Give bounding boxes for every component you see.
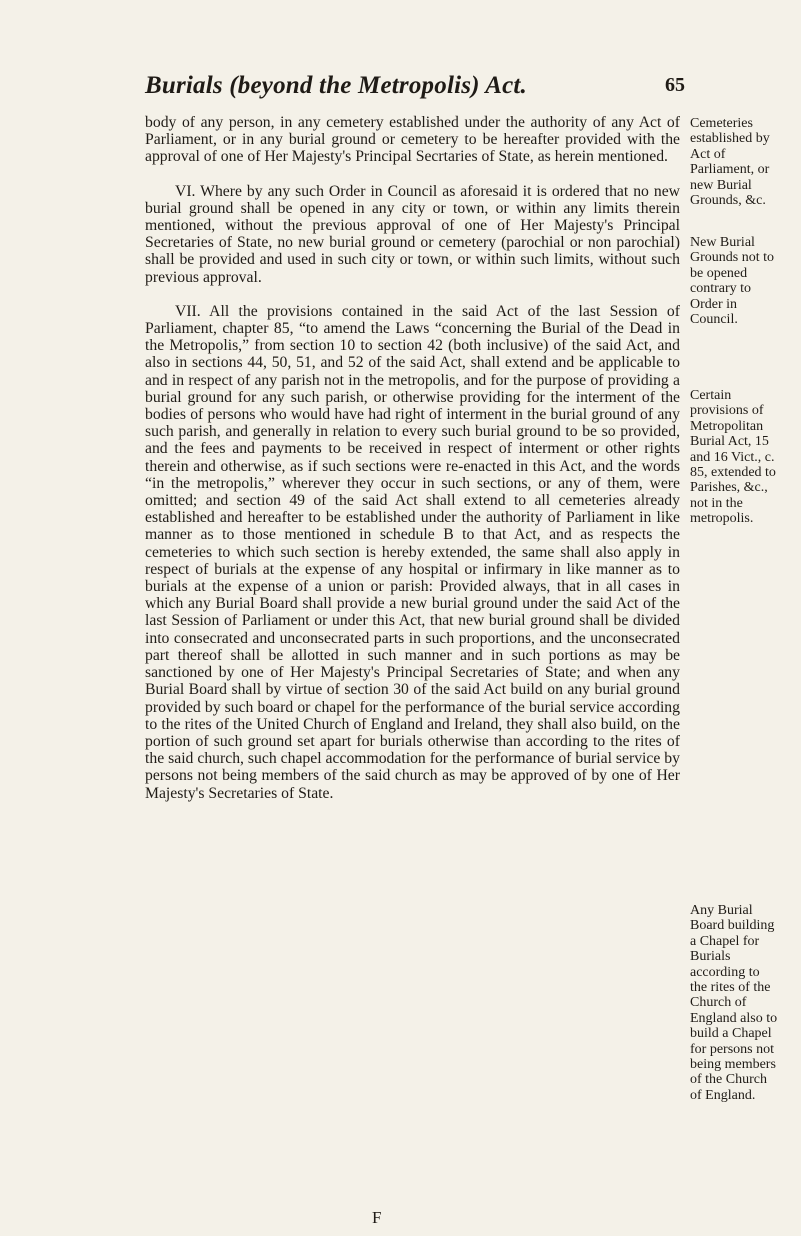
signature-mark: F	[372, 1208, 382, 1227]
margin-note-burial-board-chapel: Any Burial Board building a Chapel for Burials according to the rites of the Church of England also to build a Chapel for persons not being members of the Church of England.	[690, 903, 778, 1103]
margin-note-metropolitan-provisions: Certain provisions of Metropolitan Burial Act, 15 and 16 Vict., c. 85, extended to Parishes, &c., not in the metropolis.	[690, 388, 776, 527]
margin-note-cemeteries: Cemeteries established by Act of Parliament, or new Burial Grounds, &c.	[690, 116, 770, 209]
page-header	[145, 72, 685, 108]
running-title: Burials (beyond the Metropolis) Act.	[145, 72, 527, 99]
paragraph-section-vii: VII. All the provisions contained in the said Act of the last Session of Parliament, chapter 85, “to amend the Laws “concerning the Burial of the Dead in the Metropolis,” from section 10 to section 42 (both inclusive) of the said Act, and also in sections 44, 50, 51, and 52 of the said Act, shall extend and be applicable to and in respect of any parish not in the metropolis, and for the purpose of providing a burial ground for any such parish, or otherwise providing for the interment of the bodies of persons who would have had right of interment in the burial ground of any such parish, and generally in relation to every such burial ground to be so provided, and the fees and payments to be received in respect of interment or other rights therein and otherwise, as if such sections were re-enacted in this Act, and the words “in the metropolis,” wherever they occur in such sections, or any of them, were omitted; and section 49 of the said Act shall extend to all cemeteries already established and hereafter to be established under the authority of Parliament in like manner as to those mentioned in schedule B to that Act, and as respects the cemeteries to which such section is hereby extended, the same shall also apply in respect of burials at the expense of any hospital or infirmary in like manner as to burials at the expense of a union or parish: Provided always, that in all cases in which any Burial Board shall provide a new burial ground under the said Act of the last Session of Parliament or under this Act, that new burial ground shall be divided into consecrated and unconsecrated parts in such proportions, and the unconsecrated part thereof shall be allotted in such manner and in such portions as may be sanctioned by one of Her Majesty's Principal Secretaries of State; and when any Burial Board shall by virtue of section 30 of the said Act build on any burial ground provided by such board or chapel for the performance of the burial service according to the rites of the United Church of England and Ireland, they shall also build, on the portion of such ground set apart for burials otherwise than according to the rites of the said church, such chapel accommodation for the performance of burial service by persons not being members of the said church as may be approved of by one of Her Majesty's Secretaries of State.	[145, 302, 680, 802]
page-number: 65	[665, 74, 685, 96]
paragraph-continuation: body of any person, in any cemetery established under the authority of any Act of Parliament, or in any burial ground or cemetery to be hereafter provided with the approval of one of Her Majesty's Principal Secrtaries of State, as herein mentioned.	[145, 114, 680, 166]
main-text	[145, 114, 680, 802]
margin-note-new-burial-grounds: New Burial Grounds not to be opened contrary to Order in Council.	[690, 235, 774, 328]
paragraph-section-vi: VI. Where by any such Order in Council as aforesaid it is ordered that no new burial ground shall be opened in any city or town, or within any limits therein mentioned, without the previous approval of one of Her Majesty's Principal Secretaries of State, no new burial ground or cemetery (parochial or non parochial) shall be provided and used in such city or town, or within such limits, without such previous approval.	[145, 182, 680, 286]
